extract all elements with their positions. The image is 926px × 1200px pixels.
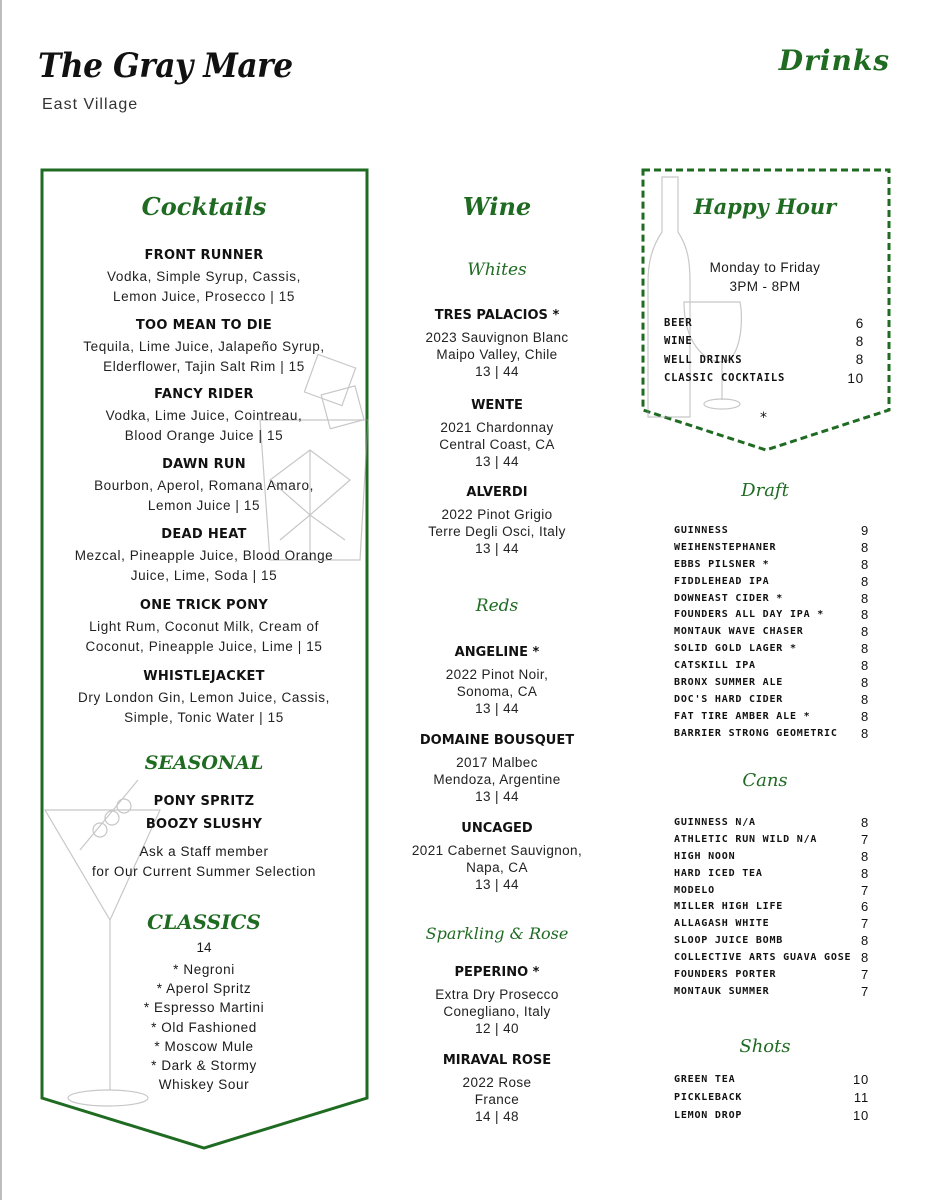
- item-price: 8: [860, 708, 869, 724]
- shots-item: [674, 1088, 869, 1106]
- item-price: 8: [860, 674, 869, 690]
- seasonal-note-line: for Our Current Summer Selection: [91, 864, 317, 879]
- item-price: 6: [855, 315, 864, 331]
- item-price: 8: [855, 352, 864, 368]
- cocktail-name: TOO MEAN TO DIE: [135, 318, 273, 333]
- wine-name: WENTE: [471, 398, 523, 413]
- cocktail-name: FRONT RUNNER: [144, 248, 264, 263]
- seasonal-item: BOOZY SLUSHY: [145, 817, 263, 832]
- item-name: ALLAGASH WHITE: [674, 918, 770, 930]
- brand-location: East Village: [42, 96, 139, 113]
- cans-item: [674, 983, 869, 1000]
- wine-vintage: 2022 Pinot Noir,: [445, 667, 549, 682]
- wine-price: 14 | 48: [475, 1109, 519, 1125]
- wine-name: UNCAGED: [461, 821, 533, 836]
- cocktail-name: FANCY RIDER: [154, 387, 254, 402]
- item-name: FIDDLEHEAD IPA: [674, 575, 770, 587]
- wine-item: [392, 1053, 602, 1126]
- item-price: 8: [860, 848, 869, 864]
- item-name: FAT TIRE AMBER ALE *: [674, 710, 811, 722]
- item-name: EBBS PILSNER *: [674, 558, 770, 570]
- cans-item: [674, 966, 869, 983]
- item-name: BARRIER STRONG GEOMETRIC: [674, 727, 838, 739]
- cocktail-item: [44, 457, 364, 516]
- wine-price: 13 | 44: [475, 789, 519, 805]
- item-name: COLLECTIVE ARTS GUAVA GOSE: [674, 952, 852, 964]
- wine-item: [392, 398, 602, 471]
- wine-detail: [392, 506, 602, 558]
- draft-list: [674, 522, 869, 742]
- wine-region: France: [474, 1092, 520, 1108]
- happy-hour-item: [664, 351, 864, 369]
- cans-list: [674, 814, 869, 1000]
- cocktail-desc: Mezcal, Pineapple Juice, Blood Orange Juice, Lime, Soda | 15: [74, 548, 334, 583]
- cocktail-desc: Dry London Gin, Lemon Juice, Cassis, Simple, Tonic Water | 15: [78, 690, 330, 725]
- item-name: GREEN TEA: [674, 1073, 736, 1085]
- happy-hour-star: *: [760, 410, 767, 426]
- classics-item: * Espresso Martini: [143, 1000, 265, 1016]
- cocktail-item: [44, 669, 364, 728]
- wine-region: Napa, CA: [466, 860, 528, 876]
- cans-item: [674, 865, 869, 882]
- cocktail-item: [44, 387, 364, 446]
- item-price: 8: [860, 691, 869, 707]
- cocktail-name: DAWN RUN: [162, 457, 246, 472]
- item-name: FOUNDERS PORTER: [674, 968, 777, 980]
- classics-item: * Dark & Stormy: [151, 1058, 257, 1074]
- wine-heading: Wine: [462, 192, 532, 221]
- item-price: 7: [860, 966, 869, 982]
- cocktail-desc: Light Rum, Coconut Milk, Cream of Coconut, Pineapple Juice, Lime | 15: [85, 619, 323, 654]
- seasonal-note-line: Ask a Staff member: [139, 844, 269, 859]
- item-price: 8: [860, 725, 869, 741]
- cocktail-item: [44, 318, 364, 377]
- item-name: LEMON DROP: [674, 1109, 743, 1121]
- draft-item: [674, 640, 869, 657]
- item-price: 8: [860, 658, 869, 674]
- wine-detail: [392, 842, 602, 894]
- wine-item: [392, 645, 602, 718]
- draft-item: [674, 573, 869, 590]
- cocktails-heading: Cocktails: [141, 192, 267, 221]
- draft-item: [674, 691, 869, 708]
- wine-region: Central Coast, CA: [439, 437, 555, 453]
- seasonal-list: [44, 790, 364, 882]
- happy-hour-list: [664, 314, 864, 387]
- cocktail-item: [44, 598, 364, 657]
- wine-vintage: 2022 Pinot Grigio: [441, 507, 553, 522]
- item-price: 10: [852, 1071, 869, 1087]
- item-price: 8: [860, 573, 869, 589]
- classics-item: * Negroni: [173, 962, 235, 977]
- wine-item: [392, 308, 602, 381]
- wine-name: MIRAVAL ROSE: [442, 1053, 552, 1068]
- cocktail-desc: Bourbon, Aperol, Romana Amaro, Lemon Juice | 15: [94, 478, 314, 513]
- page-title: Drinks: [778, 44, 890, 77]
- item-name: MODELO: [674, 884, 715, 896]
- cocktail-desc: Vodka, Simple Syrup, Cassis, Lemon Juice, Prosecco | 15: [107, 269, 301, 304]
- wine-vintage: 2017 Malbec: [456, 755, 538, 770]
- wine-detail: [392, 986, 602, 1038]
- wine-region: Terre Degli Osci, Italy: [428, 524, 566, 540]
- cans-item: [674, 898, 869, 915]
- classics-item: Whiskey Sour: [158, 1077, 250, 1093]
- cans-item: [674, 848, 869, 865]
- seasonal-heading: SEASONAL: [144, 752, 264, 774]
- wine-item: [392, 821, 602, 894]
- draft-item: [674, 606, 869, 623]
- item-name: WINE: [664, 335, 693, 348]
- wine-item: [392, 485, 602, 558]
- item-name: WELL DRINKS: [664, 353, 743, 366]
- item-name: GUINNESS N/A: [674, 816, 756, 828]
- seasonal-note: [44, 842, 364, 882]
- wine-region: Sonoma, CA: [456, 684, 538, 700]
- item-price: 8: [860, 641, 869, 657]
- wine-item: [392, 733, 602, 806]
- item-price: 10: [852, 1107, 869, 1123]
- item-name: DOWNEAST CIDER *: [674, 592, 784, 604]
- item-name: MONTAUK WAVE CHASER: [674, 626, 804, 638]
- draft-item: [674, 590, 869, 607]
- wine-region: Conegliano, Italy: [443, 1004, 551, 1020]
- whites-heading: Whites: [467, 260, 527, 280]
- wine-price: 13 | 44: [475, 364, 519, 380]
- draft-heading: Draft: [741, 480, 789, 501]
- classics-item: * Aperol Spritz: [156, 981, 252, 997]
- wine-detail: [392, 754, 602, 806]
- item-price: 8: [860, 556, 869, 572]
- wine-vintage: 2021 Chardonnay: [440, 420, 554, 435]
- wine-detail: [392, 1074, 602, 1126]
- item-price: 6: [860, 899, 869, 915]
- shots-item: [674, 1106, 869, 1124]
- cocktail-name: WHISTLEJACKET: [143, 669, 265, 684]
- wine-region: Mendoza, Argentine: [433, 772, 561, 788]
- draft-item: [674, 539, 869, 556]
- draft-item: [674, 725, 869, 742]
- classics-item: * Moscow Mule: [154, 1038, 254, 1054]
- cocktail-item: [44, 248, 364, 307]
- sparkling-rose-heading: Sparkling & Rose: [425, 924, 569, 943]
- item-name: CATSKILL IPA: [674, 660, 756, 672]
- brand-name: The Gray Mare: [38, 46, 293, 86]
- item-price: 8: [860, 539, 869, 555]
- item-price: 7: [860, 916, 869, 932]
- wine-name: TRES PALACIOS *: [434, 308, 560, 323]
- wine-detail: [392, 419, 602, 471]
- draft-item: [674, 657, 869, 674]
- cans-item: [674, 949, 869, 966]
- wine-name: ALVERDI: [466, 485, 528, 500]
- item-price: 9: [860, 522, 869, 538]
- item-price: 7: [860, 831, 869, 847]
- wine-name: DOMAINE BOUSQUET: [419, 733, 575, 748]
- cocktail-item: [44, 527, 364, 586]
- happy-hour-days: Monday to Friday: [709, 260, 821, 275]
- shots-list: [674, 1070, 869, 1124]
- classics-heading: CLASSICS: [147, 910, 261, 934]
- item-name: FOUNDERS ALL DAY IPA *: [674, 609, 825, 621]
- item-price: 8: [860, 933, 869, 949]
- item-name: WEIHENSTEPHANER: [674, 541, 777, 553]
- item-price: 8: [860, 624, 869, 640]
- cans-item: [674, 882, 869, 899]
- shots-item: [674, 1070, 869, 1088]
- cans-item: [674, 932, 869, 949]
- item-price: 10: [847, 370, 864, 386]
- item-name: HARD ICED TEA: [674, 867, 763, 879]
- item-name: ATHLETIC RUN WILD N/A: [674, 833, 818, 845]
- cocktail-desc: Tequila, Lime Juice, Jalapeño Syrup, Elderflower, Tajin Salt Rim | 15: [83, 339, 325, 374]
- classics-item: * Old Fashioned: [151, 1019, 257, 1035]
- cocktail-desc: Vodka, Lime Juice, Cointreau, Blood Orange Juice | 15: [105, 408, 303, 443]
- item-price: 8: [855, 333, 864, 349]
- item-price: 8: [860, 607, 869, 623]
- item-price: 8: [860, 590, 869, 606]
- item-price: 11: [853, 1089, 869, 1105]
- draft-item: [674, 708, 869, 725]
- wine-price: 13 | 44: [475, 541, 519, 557]
- cans-item: [674, 831, 869, 848]
- happy-hour-hours: 3PM - 8PM: [729, 279, 801, 294]
- item-price: 8: [860, 950, 869, 966]
- item-price: 8: [860, 865, 869, 881]
- item-name: BEER: [664, 317, 693, 330]
- wine-name: ANGELINE *: [454, 645, 540, 660]
- wine-price: 13 | 44: [475, 877, 519, 893]
- reds-heading: Reds: [475, 596, 519, 616]
- item-name: GUINNESS: [674, 524, 729, 536]
- wine-price: 13 | 44: [475, 454, 519, 470]
- wine-vintage: 2021 Cabernet Sauvignon,: [411, 843, 583, 858]
- cocktail-name: DEAD HEAT: [161, 527, 247, 542]
- happy-hour-item: [664, 369, 864, 387]
- item-name: DOC'S HARD CIDER: [674, 693, 784, 705]
- wine-price: 13 | 44: [475, 701, 519, 717]
- wine-detail: [392, 329, 602, 381]
- happy-hour-item: [664, 332, 864, 350]
- page-left-border: [0, 0, 2, 1200]
- seasonal-item: PONY SPRITZ: [153, 794, 255, 809]
- draft-item: [674, 674, 869, 691]
- happy-hour-heading: Happy Hour: [693, 194, 837, 219]
- item-name: HIGH NOON: [674, 850, 736, 862]
- happy-hour-schedule: [660, 258, 870, 296]
- happy-hour-item: [664, 314, 864, 332]
- item-price: 7: [860, 882, 869, 898]
- item-name: MILLER HIGH LIFE: [674, 901, 784, 913]
- classics-list: [44, 960, 364, 1094]
- item-name: SOLID GOLD LAGER *: [674, 643, 797, 655]
- wine-vintage: 2022 Rose: [462, 1075, 532, 1090]
- classics-price: 14: [196, 940, 212, 955]
- shots-heading: Shots: [739, 1036, 791, 1057]
- item-price: 7: [860, 983, 869, 999]
- cocktail-name: ONE TRICK PONY: [139, 598, 269, 613]
- item-price: 8: [860, 814, 869, 830]
- wine-name: PEPERINO *: [454, 965, 540, 980]
- wine-vintage: Extra Dry Prosecco: [435, 987, 559, 1002]
- item-name: MONTAUK SUMMER: [674, 985, 770, 997]
- item-name: BRONX SUMMER ALE: [674, 676, 784, 688]
- draft-item: [674, 623, 869, 640]
- item-name: PICKLEBACK: [674, 1091, 743, 1103]
- wine-price: 12 | 40: [475, 1021, 519, 1037]
- draft-item: [674, 556, 869, 573]
- item-name: SLOOP JUICE BOMB: [674, 935, 784, 947]
- wine-item: [392, 965, 602, 1038]
- wine-vintage: 2023 Sauvignon Blanc: [425, 330, 569, 345]
- draft-item: [674, 522, 869, 539]
- wine-detail: [392, 666, 602, 718]
- cans-item: [674, 915, 869, 932]
- cans-item: [674, 814, 869, 831]
- cans-heading: Cans: [742, 770, 788, 791]
- item-name: CLASSIC COCKTAILS: [664, 372, 786, 385]
- wine-region: Maipo Valley, Chile: [436, 347, 558, 363]
